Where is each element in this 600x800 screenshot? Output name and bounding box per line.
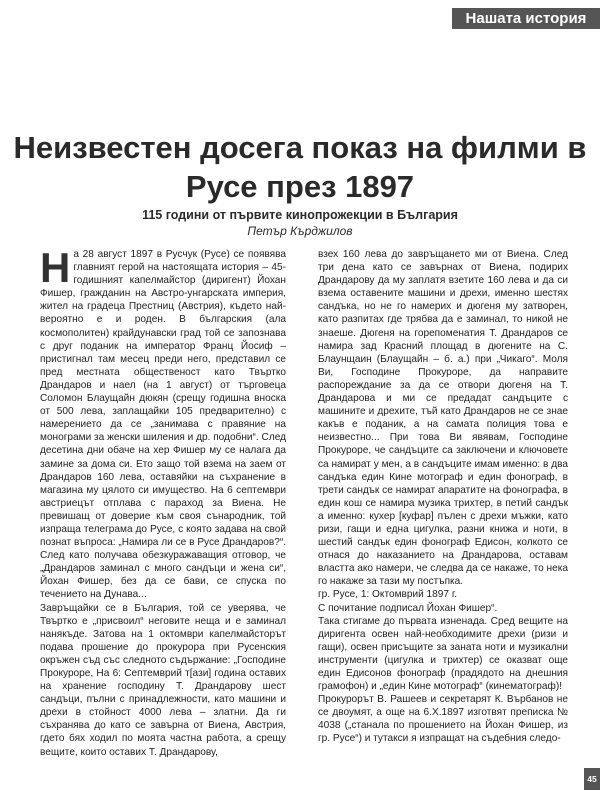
- paragraph: Прокурорът В. Рашеев и секретарят К. Върбанов не се двоумят, а още на 6.Х.1897 изготвят преписка № 4038 („станала по прошението на Йохан Фишер, из гр. Русе“) и тутакси я изпращат на съдебния следо-: [318, 694, 568, 745]
- left-column: [40, 244, 286, 759]
- dateline: гр. Русе, 1: Октомврий 1897 г.: [318, 589, 458, 601]
- paragraph: Така стигаме до първата изненада. Сред вещите на диригента освен най-необходимите дрехи (ризи и гащи), освен присъщите за заната ноти и музикални инструменти (цигулка и трихтер) се оказват още един Едисонов фонограф (прадядото на днешния грамофон) и „един Кине мотограф“ (кинематограф)!: [318, 615, 568, 693]
- paragraph: взех 160 лева до завръщането ми от Виена. След три дена като се завърнах от Виена, подирих Драндарову да му заплатя взетите 160 лева и да си взема оставените машини и дрехи, именно шестях сандъка, но не го намерих и дюгеня му затворен, като разпитах где трябва да е заминал, то никой не знаеше. Дюгеня на горепоменатия Т. Драндаров се намира зад Красний площад в дюгените на С. Блаунщаин (Блаущайн – б. а.) при „Чикаго“. Моля Ви, Господине Прокуроре, да направите распореждание за да се отвори дюгеня на Т. Драндарова и ми се предадат сандъците с машините и дрехите, тъй като Драндаров не се знае какъв е поданик, а на самата полиция това е неизвестно... При това Ви явявам, Господине Прокуроре, че сандъците са заключени и ключовете са намират у мен, а в сандъците имам именно: в два сандъка един Кине мотограф и един фонограф, в трети сандък се намират апаратите на фонографа, в един кош се намира музика трихтер, в петий сандък а именно: кухер [куфар] пълен с дрехи мъжки, като ризи, гащи и една цигулка, разни книжа и ноти, в шестий сандък един фонограф Едисон, колкото се отнася до наказанието на Драндарова, оставам властта ако намери, че следва да се накаже, то нека го накаже за тази му постъпка.: [318, 249, 568, 588]
- paragraph: Завръщайки се в България, той се уверява, че Твъртко е „присвоил“ неговите неща и е заминал нанякъде. Затова на 1 октомври капелмайсторът подава прошение до прокурора при Русенския окръжен съд със следното съдържание: „Господине Прокуроре, На 6: Септемврий т[ази] година оставих на хранение господину Т. Драндарову шест сандъци, пълни с принадлежности, като машини и дрехи в стойност 4000 лева – златни. Да ги съхранява до като се завърна от Виена, Австрия, гдето бях ходил по моята частна работа, а срещу вещите, които оставих Т. Драндарову,: [40, 602, 286, 758]
- page-number: 45: [584, 768, 600, 790]
- section-label: Нашата история: [452, 8, 600, 29]
- paragraph: а 28 август 1897 в Русчук (Русе) се появява главният герой на настоящата история – 45-годишният капелмайстор (диригент) Йохан Фишер, гражданин на Австро-унгарската империя, жител на градеца Престниц (Австрия), където най-вероятно е и роден. В българския (ала космополитен) крайдунавски град той се запознава с друг поданик на император Франц Йосиф – пристигнал там месец преди него, представил се пред местната общественост като Твъртко Драндаров и наел (на 1 август) от търговеца Соломон Блаущайн дюкян (срещу годишна вноска от 500 лева, заплащайки 105 предварително) с намерението да се „занимава с правяние на монограми за женски шиления и др. подобни“. След десетина дни обаче на хер Фишер му се налага да замине за дома си. Ето защо той взема на заем от Драндаров 160 лева, оставяйки на съхранение в магазина му цялото си имущество. На 6 септември австриецът отплава с параход за Виена. Не превишащ от доверие към своя сънародник, той изпраща телеграма до Русе, с която задава на свой познат въпроса: „Намира ли се в Русе Драндаров?“. След като получава обезкуражаващия отговор, че „Драндаров заминал с много сандъци и жена си“, Йохан Фишер, без да се бави, се спуска по течението на Дунава...: [40, 249, 286, 601]
- article-title: Неизвестен досега показ на филми в Русе през 1897: [13, 130, 587, 204]
- article-subtitle: 115 години от първите кинопрожекции в България: [142, 208, 458, 222]
- drop-cap: Н: [40, 244, 71, 291]
- right-column: [318, 248, 568, 746]
- article-author: Петър Кърджилов: [247, 224, 353, 238]
- signature-line: С почитание подписал Йохан Фишер“.: [318, 602, 498, 614]
